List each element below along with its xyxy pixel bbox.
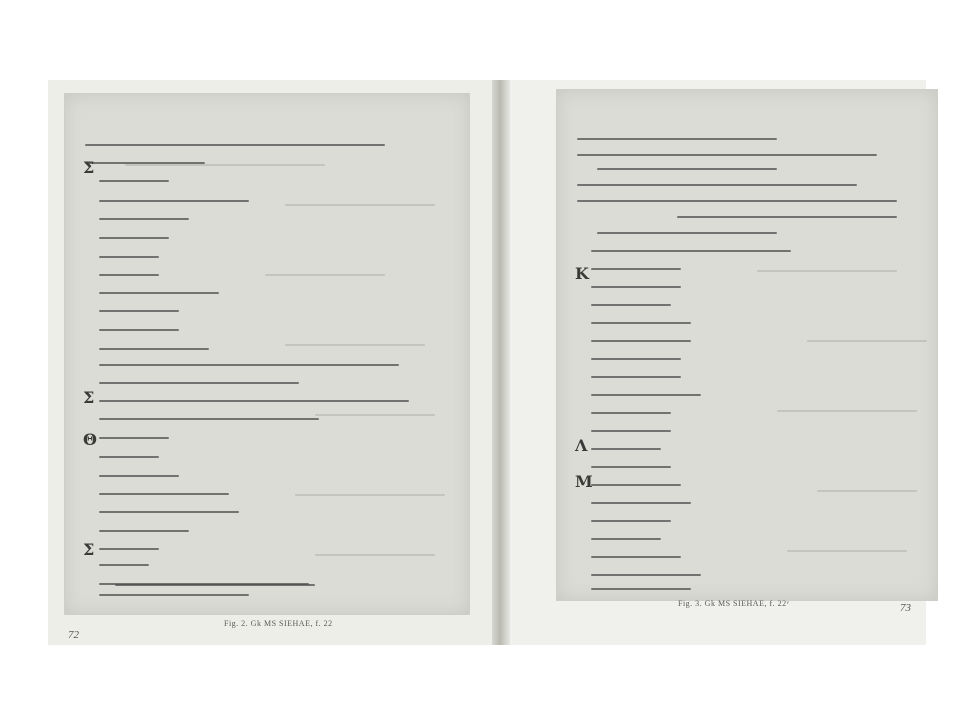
manuscript-handwriting-line [295, 494, 445, 496]
manuscript-handwriting-line [99, 274, 159, 276]
manuscript-handwriting-line [99, 348, 209, 350]
manuscript-handwriting-line [265, 274, 385, 276]
manuscript-section-initial: Κ [575, 264, 589, 283]
manuscript-handwriting-line [591, 322, 691, 324]
manuscript-handwriting-line [591, 394, 701, 396]
manuscript-handwriting-line [591, 358, 681, 360]
manuscript-handwriting-line [99, 218, 189, 220]
manuscript-section-initial: Σ [83, 158, 95, 177]
manuscript-handwriting-line [99, 548, 159, 550]
manuscript-handwriting-line [591, 250, 791, 252]
manuscript-handwriting-line [591, 484, 681, 486]
manuscript-handwriting-line [315, 414, 435, 416]
manuscript-handwriting-line [577, 184, 857, 186]
manuscript-handwriting-line [99, 256, 159, 258]
manuscript-handwriting-line [787, 550, 907, 552]
manuscript-handwriting-line [597, 168, 777, 170]
manuscript-handwriting-line [115, 584, 315, 586]
manuscript-handwriting-line [817, 490, 917, 492]
manuscript-handwriting-line [99, 200, 249, 202]
open-book [48, 80, 926, 645]
manuscript-handwriting-line [591, 520, 671, 522]
manuscript-handwriting-line [99, 475, 179, 477]
manuscript-handwriting-line [99, 511, 239, 513]
manuscript-handwriting-line [99, 456, 159, 458]
manuscript-handwriting-line [99, 418, 319, 420]
manuscript-handwriting-line [591, 588, 691, 590]
manuscript-handwriting-line [99, 530, 189, 532]
manuscript-handwriting-line [99, 364, 399, 366]
manuscript-handwriting-line [285, 204, 435, 206]
manuscript-handwriting-line [99, 437, 169, 439]
manuscript-section-initial: Λ [575, 436, 588, 455]
manuscript-handwriting-line [677, 216, 897, 218]
right-figure-caption: Fig. 3. Gk MS SIEHAE, f. 22ᵛ [678, 599, 790, 608]
manuscript-handwriting-line [99, 292, 219, 294]
manuscript-handwriting-line [99, 400, 409, 402]
manuscript-handwriting-line [577, 154, 877, 156]
manuscript-handwriting-line [99, 237, 169, 239]
manuscript-section-initial: Μ [575, 472, 593, 491]
manuscript-handwriting-line [807, 340, 927, 342]
manuscript-handwriting-line [591, 466, 671, 468]
manuscript-handwriting-line [85, 144, 385, 146]
manuscript-handwriting-line [591, 412, 671, 414]
manuscript-handwriting-line [591, 340, 691, 342]
manuscript-handwriting-line [757, 270, 897, 272]
manuscript-handwriting-line [99, 329, 179, 331]
manuscript-handwriting-line [591, 502, 691, 504]
manuscript-handwriting-line [591, 268, 681, 270]
left-figure-caption: Fig. 2. Gk MS SIEHAE, f. 22 [224, 619, 333, 628]
manuscript-handwriting-line [591, 304, 671, 306]
manuscript-handwriting-line [577, 200, 897, 202]
manuscript-handwriting-line [577, 138, 777, 140]
right-page-number: 73 [900, 602, 911, 614]
manuscript-handwriting-line [591, 448, 661, 450]
manuscript-handwriting-line [591, 430, 671, 432]
manuscript-handwriting-line [125, 164, 325, 166]
manuscript-handwriting-line [99, 310, 179, 312]
manuscript-handwriting-line [285, 344, 425, 346]
manuscript-handwriting-line [591, 376, 681, 378]
manuscript-handwriting-line [777, 410, 917, 412]
manuscript-handwriting-line [591, 538, 661, 540]
book-gutter [492, 80, 510, 645]
manuscript-section-initial: Θ [83, 430, 97, 449]
manuscript-handwriting-line [99, 564, 149, 566]
manuscript-handwriting-line [99, 594, 249, 596]
manuscript-handwriting-line [591, 286, 681, 288]
manuscript-plate-right [556, 89, 938, 601]
manuscript-handwriting-line [315, 554, 435, 556]
manuscript-handwriting-line [591, 556, 681, 558]
manuscript-section-initial: Σ [83, 388, 95, 407]
manuscript-handwriting-line [591, 574, 701, 576]
left-page-number: 72 [68, 629, 79, 641]
manuscript-plate-left [64, 93, 470, 615]
manuscript-handwriting-line [99, 382, 299, 384]
manuscript-handwriting-line [597, 232, 777, 234]
manuscript-handwriting-line [99, 493, 229, 495]
manuscript-handwriting-line [99, 180, 169, 182]
manuscript-section-initial: Σ [83, 540, 95, 559]
